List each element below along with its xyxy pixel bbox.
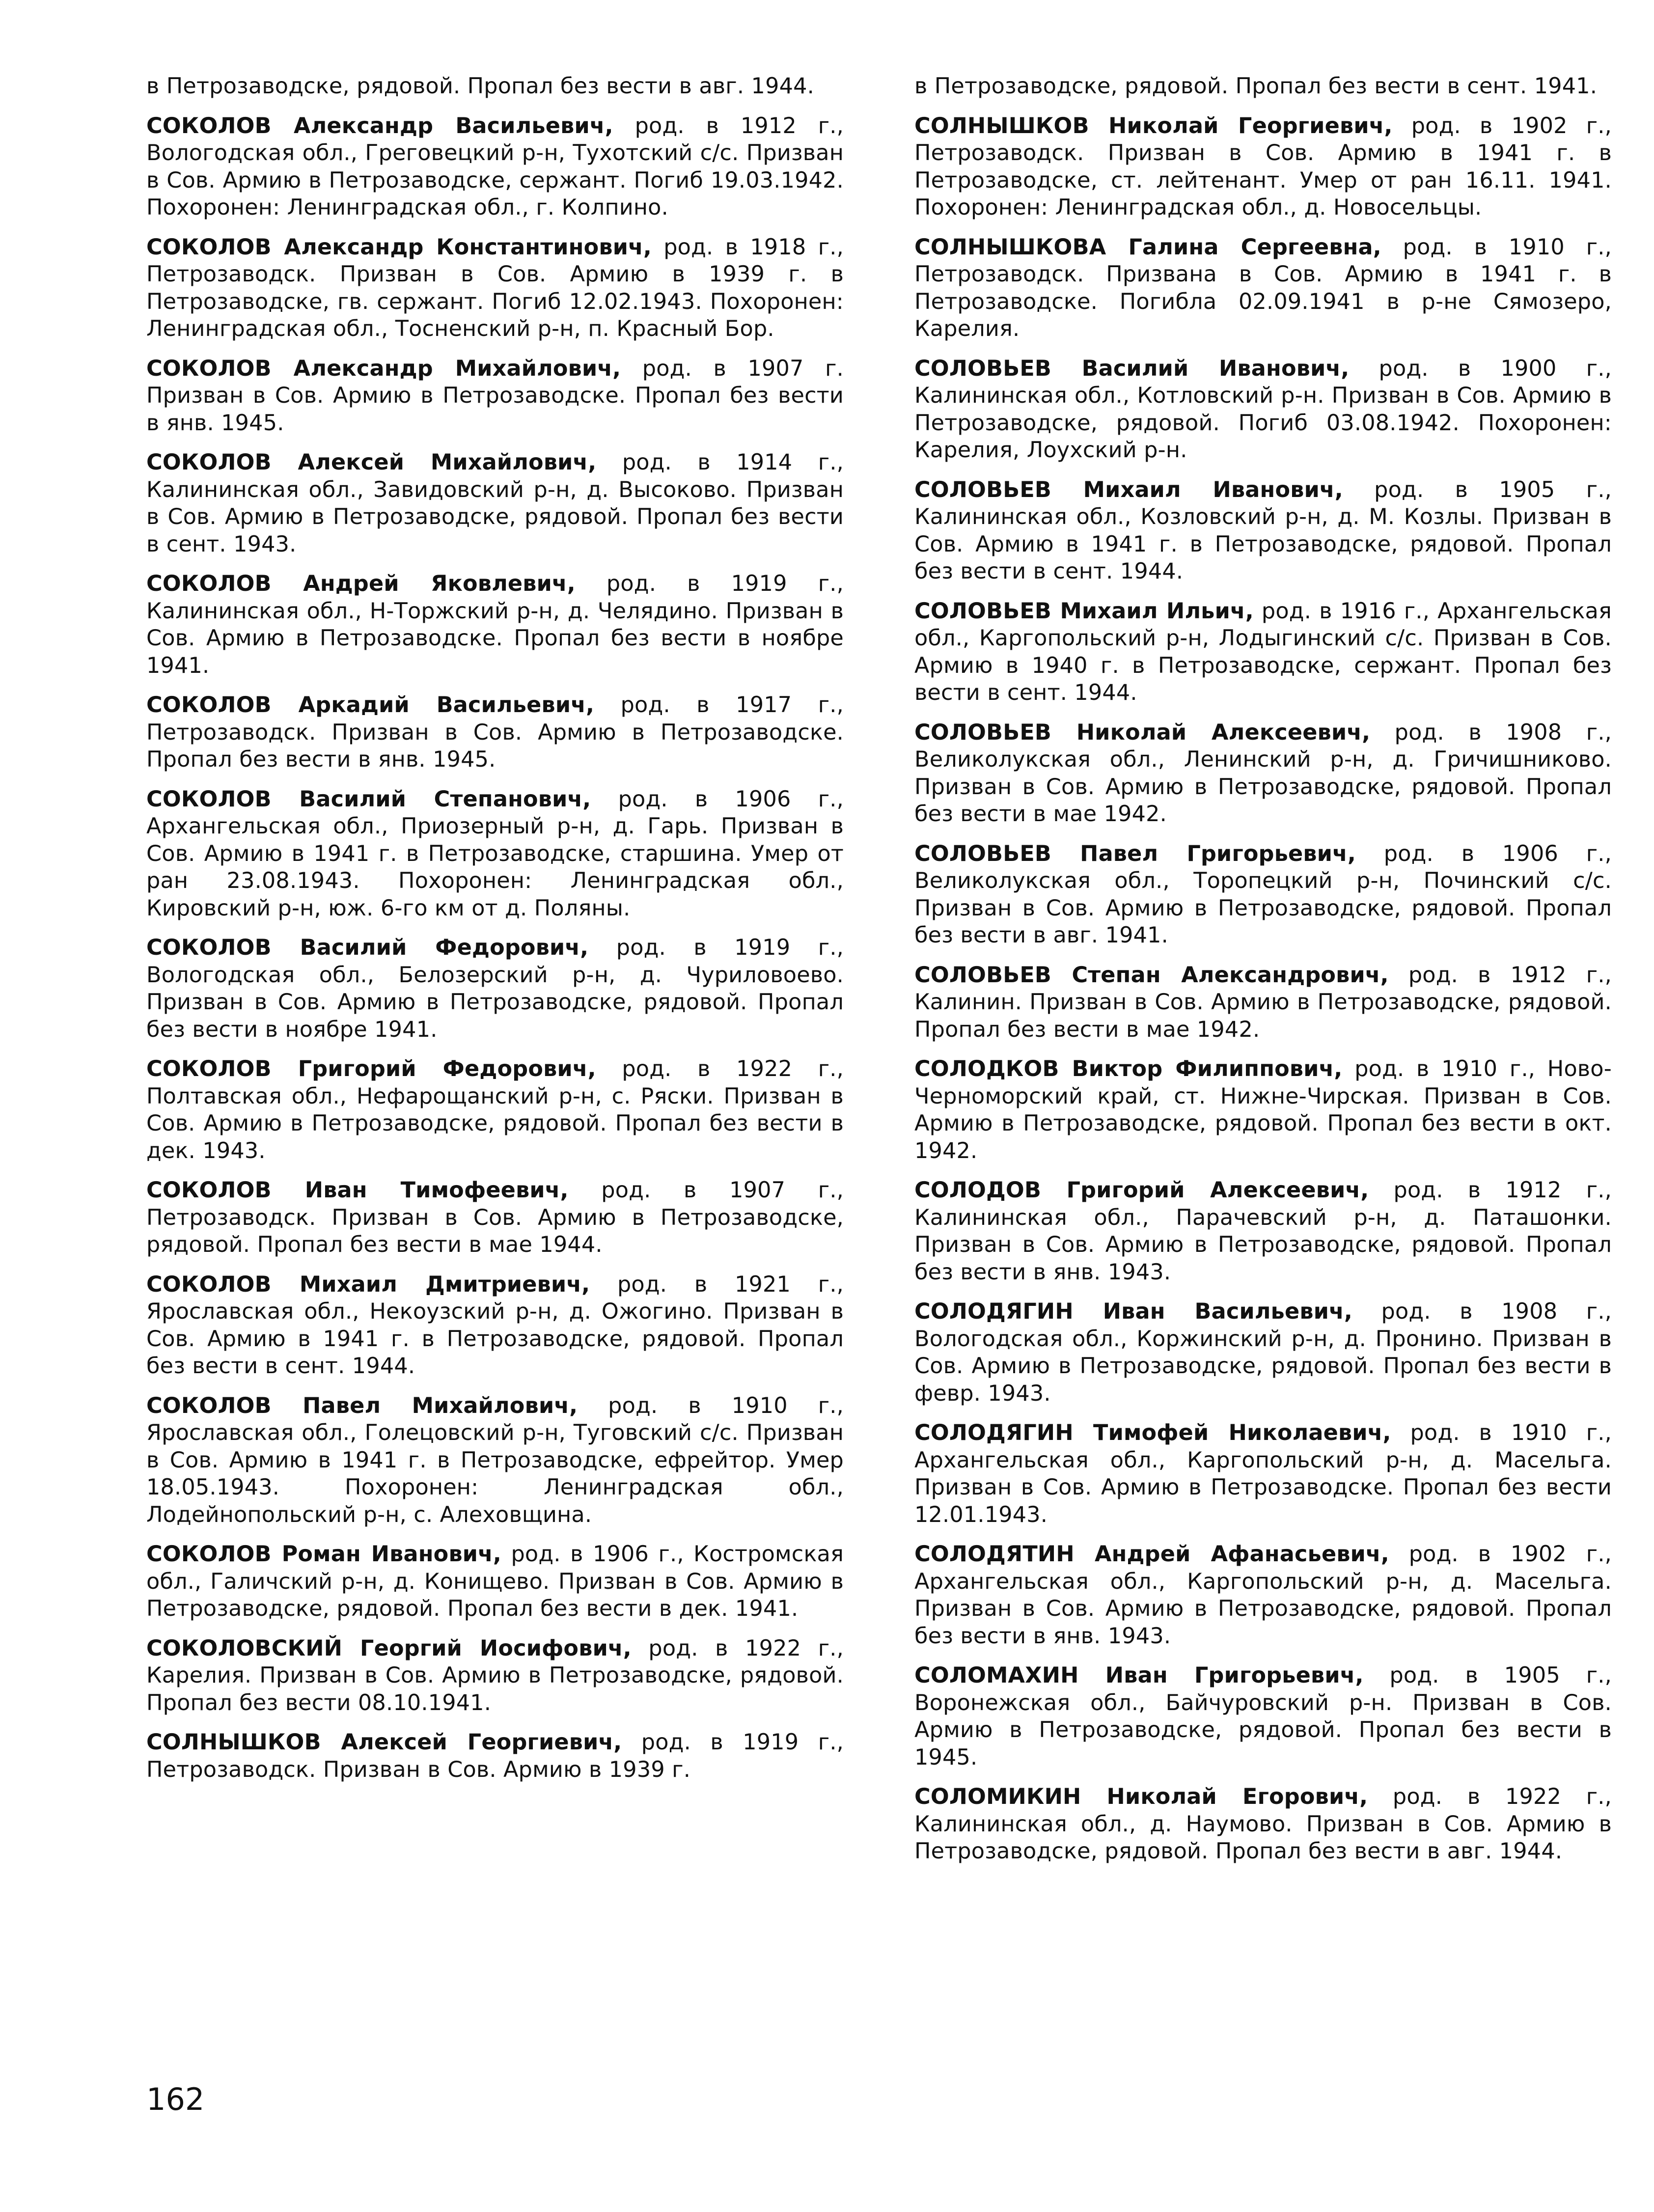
- entry: [914, 1419, 1612, 1528]
- entry-name: СОЛОВЬЕВ Михаил Ильич,: [914, 598, 1254, 624]
- entry-text: род. в 1917 г., Петрозаводск. Призван в Сов. Армию в Петрозаводске. Пропал без вести в янв. 1945.: [146, 692, 844, 772]
- entry: [914, 1298, 1612, 1407]
- entry-text: род. в 1922 г., Калининская обл., д. Наумово. Призван в Сов. Армию в Петрозаводске, рядовой. Пропал без вести в авг. 1944.: [914, 1784, 1612, 1864]
- entry-name: СОКОЛОВ Василий Федорович,: [146, 935, 589, 960]
- entry-text: род. в 1919 г., Петрозаводск. Призван в Сов. Армию в 1939 г.: [146, 1730, 844, 1782]
- entry-name: СОЛОДЯГИН Тимофей Николаевич,: [914, 1420, 1391, 1445]
- entry: [146, 1541, 844, 1623]
- entry: [914, 112, 1612, 221]
- entry: [146, 355, 844, 437]
- entry-text: род. в 1921 г., Ярославская обл., Некоузский р-н, д. Ожогино. Призван в Сов. Армию в 1941 г. в Петрозаводске, рядовой. Пропал без вести в сент. 1944.: [146, 1272, 844, 1379]
- entry-name: СОЛОВЬЕВ Николай Алексеевич,: [914, 719, 1371, 745]
- entry: [146, 1271, 844, 1380]
- entry-text: род. в 1912 г., Вологодская обл., Греговецкий р-н, Тухотский с/с. Призван в Сов. Армию в Петрозаводске, сержант. Погиб 19.03.1942. Похоронен: Ленинградская обл., г. Колпино.: [146, 113, 844, 220]
- entry-text: род. в 1905 г., Калининская обл., Козловский р-н, д. М. Козлы. Призван в Сов. Армию в 1941 г. в Петрозаводске, рядовой. Пропал без вести в сент. 1944.: [914, 477, 1612, 584]
- entry-name: СОЛОВЬЕВ Степан Александрович,: [914, 962, 1389, 988]
- entry: [914, 1541, 1612, 1650]
- entry-name: СОКОЛОВ Алексей Михайлович,: [146, 450, 597, 475]
- entry: [914, 1055, 1612, 1164]
- entry-text: род. в 1912 г., Калинин. Призван в Сов. Армию в Петрозаводске, рядовой. Пропал без вести в мае 1942.: [914, 962, 1612, 1042]
- entry: [914, 355, 1612, 464]
- entry-name: СОКОЛОВ Роман Иванович,: [146, 1542, 502, 1567]
- entry-text: род. в 1910 г., Ярославская обл., Голецовский р-н, Туговский с/с. Призван в Сов. Армию в 1941 г. в Петрозаводске, ефрейтор. Умер 18.05.1943. Похоронен: Ленинградская обл., Лодейнопольский р-н, с. Алеховщина.: [146, 1393, 844, 1527]
- entry-name: СОЛОДКОВ Виктор Филиппович,: [914, 1056, 1343, 1081]
- entry-text: род. в 1907 г., Петрозаводск. Призван в Сов. Армию в Петрозаводске, рядовой. Пропал без вести в мае 1944.: [146, 1178, 844, 1257]
- entry: [914, 1783, 1612, 1865]
- entry-text: род. в 1910 г., Петрозаводск. Призвана в Сов. Армию в 1941 г. в Петрозаводске. Погибла 02.09.1941 в р-не Сямозеро, Карелия.: [914, 234, 1612, 341]
- entry-text: род. в 1918 г., Петрозаводск. Призван в Сов. Армию в 1939 г. в Петрозаводске, гв. сержант. Погиб 12.02.1943. Похоронен: Ленинградская обл., Тосненский р-н, п. Красный Бор.: [146, 234, 844, 341]
- entry: [914, 1177, 1612, 1286]
- entry-text: род. в 1906 г., Великолукская обл., Торопецкий р-н, Починский с/с. Призван в Сов. Армию в Петрозаводске, рядовой. Пропал без вести в авг. 1941.: [914, 841, 1612, 948]
- entry-text: род. в 1922 г., Карелия. Призван в Сов. Армию в Петрозаводске, рядовой. Пропал без вести 08.10.1941.: [146, 1635, 844, 1715]
- entry-name: СОКОЛОВ Александр Константинович,: [146, 234, 652, 260]
- entry-name: СОКОЛОВ Михаил Дмитриевич,: [146, 1272, 590, 1297]
- entry-name: СОЛОМАХИН Иван Григорьевич,: [914, 1663, 1364, 1688]
- entry: [146, 449, 844, 558]
- entry-text: род. в 1922 г., Полтавская обл., Нефарощанский р-н, с. Ряски. Призван в Сов. Армию в Петрозаводске, рядовой. Пропал без вести в дек. 1943.: [146, 1056, 844, 1163]
- entry-text: род. в 1906 г., Костромская обл., Галичский р-н, д. Конищево. Призван в Сов. Армию в Петрозаводске, рядовой. Пропал без вести в дек. 1941.: [146, 1542, 844, 1621]
- entry-text: в Петрозаводске, рядовой. Пропал без вести в сент. 1941.: [914, 74, 1598, 99]
- entry: [146, 1055, 844, 1164]
- entry: [914, 476, 1612, 585]
- entry-name: СОКОЛОВ Александр Васильевич,: [146, 113, 613, 138]
- entry: [914, 962, 1612, 1044]
- entry-text: род. в 1908 г., Вологодская обл., Коржинский р-н, д. Пронино. Призван в Сов. Армию в Петрозаводске, рядовой. Пропал без вести в февр. 1943.: [914, 1299, 1612, 1406]
- entry: [914, 1662, 1612, 1771]
- entry: [914, 234, 1612, 343]
- entry: [146, 691, 844, 774]
- entry-continuation: [914, 73, 1612, 100]
- page-number: 162: [146, 2081, 205, 2117]
- entry-name: СОЛОДЯГИН Иван Васильевич,: [914, 1299, 1352, 1324]
- entry-name: СОЛОВЬЕВ Василий Иванович,: [914, 356, 1350, 381]
- entry-text: род. в 1908 г., Великолукская обл., Ленинский р-н, д. Гричишниково. Призван в Сов. Армию в Петрозаводске, рядовой. Пропал без вести в мае 1942.: [914, 719, 1612, 827]
- entry: [146, 1729, 844, 1783]
- entry: [914, 719, 1612, 828]
- entry-text: род. в 1919 г., Вологодская обл., Белозерский р-н, д. Чуриловоево. Призван в Сов. Армию в Петрозаводске, рядовой. Пропал без вести в ноябре 1941.: [146, 935, 844, 1042]
- entry-name: СОЛОВЬЕВ Михаил Иванович,: [914, 477, 1343, 502]
- entry-text: род. в 1900 г., Калининская обл., Котловский р-н. Призван в Сов. Армию в Петрозаводске, рядовой. Погиб 03.08.1942. Похоронен: Карелия, Лоухский р-н.: [914, 356, 1612, 463]
- entry-continuation: [146, 73, 844, 100]
- entry: [146, 1392, 844, 1529]
- right-column: [914, 73, 1612, 1878]
- entry-name: СОКОЛОВ Александр Михайлович,: [146, 356, 621, 381]
- entry-text: в Петрозаводске, рядовой. Пропал без вести в авг. 1944.: [146, 74, 814, 99]
- entry-text: род. в 1905 г., Воронежская обл., Байчуровский р-н. Призван в Сов. Армию в Петрозаводске, рядовой. Пропал без вести в 1945.: [914, 1663, 1612, 1770]
- entry: [914, 840, 1612, 949]
- entry-name: СОКОЛОВ Аркадий Васильевич,: [146, 692, 595, 718]
- entry-name: СОЛОДЯТИН Андрей Афанасьевич,: [914, 1542, 1389, 1567]
- entry-name: СОКОЛОВ Павел Михайлович,: [146, 1393, 578, 1418]
- entry-text: род. в 1902 г., Архангельская обл., Каргопольский р-н, д. Масельга. Призван в Сов. Армию в Петрозаводске, рядовой. Пропал без вести в янв. 1943.: [914, 1542, 1612, 1649]
- entry-text: род. в 1916 г., Архангельская обл., Каргопольский р-н, Лодыгинский с/с. Призван в Сов. Армию в 1940 г. в Петрозаводске, сержант. Пропал без вести в сент. 1944.: [914, 598, 1612, 705]
- entry: [146, 570, 844, 679]
- entry: [146, 1177, 844, 1259]
- entry-name: СОЛНЫШКОВ Николай Георгиевич,: [914, 113, 1393, 138]
- entry-text: род. в 1914 г., Калининская обл., Завидовский р-н, д. Высоково. Призван в Сов. Армию в Петрозаводске, рядовой. Пропал без вести в сент. 1943.: [146, 450, 844, 557]
- entry-name: СОКОЛОВ Василий Степанович,: [146, 786, 591, 812]
- entry: [146, 112, 844, 221]
- entry-text: род. в 1910 г., Ново-Черноморский край, ст. Нижне-Чирская. Призван в Сов. Армию в Петрозаводске, рядовой. Пропал без вести в окт. 1942.: [914, 1056, 1612, 1163]
- entry-name: СОЛОДОВ Григорий Алексеевич,: [914, 1178, 1369, 1203]
- entry: [146, 1635, 844, 1717]
- left-column: [146, 73, 844, 1796]
- entry-text: род. в 1902 г., Петрозаводск. Призван в Сов. Армию в 1941 г. в Петрозаводске, ст. лейтенант. Умер от ран 16.11. 1941. Похоронен: Ленинградская обл., д. Новосельцы.: [914, 113, 1612, 220]
- entry-name: СОЛНЫШКОВА Галина Сергеевна,: [914, 234, 1381, 260]
- entry-name: СОЛОВЬЕВ Павел Григорьевич,: [914, 841, 1356, 866]
- entry: [146, 786, 844, 922]
- entry-text: род. в 1906 г., Архангельская обл., Приозерный р-н, д. Гарь. Призван в Сов. Армию в 1941 г. в Петрозаводске, старшина. Умер от ран 23.08.1943. Похоронен: Ленинградская обл., Кировский р-н, юж. 6-го км от д. Поляны.: [146, 786, 844, 921]
- entry-text: род. в 1910 г., Архангельская обл., Каргопольский р-н, д. Масельга. Призван в Сов. Армию в Петрозаводске. Пропал без вести 12.01.1943.: [914, 1420, 1612, 1527]
- entry: [146, 234, 844, 343]
- entry-name: СОЛОМИКИН Николай Егорович,: [914, 1784, 1368, 1809]
- entry-name: СОКОЛОВ Иван Тимофеевич,: [146, 1178, 569, 1203]
- entry: [914, 598, 1612, 707]
- entry-name: СОКОЛОВ Григорий Федорович,: [146, 1056, 596, 1081]
- entry: [146, 934, 844, 1043]
- entry-text: род. в 1912 г., Калининская обл., Парачевский р-н, д. Паташонки. Призван в Сов. Армию в Петрозаводске, рядовой. Пропал без вести в янв. 1943.: [914, 1178, 1612, 1285]
- entry-text: род. в 1919 г., Калининская обл., Н-Торжский р-н, д. Челядино. Призван в Сов. Армию в Петрозаводске. Пропал без вести в ноябре 1941.: [146, 571, 844, 678]
- entry-text: род. в 1907 г. Призван в Сов. Армию в Петрозаводске. Пропал без вести в янв. 1945.: [146, 356, 844, 436]
- entry-name: СОКОЛОВСКИЙ Георгий Иосифович,: [146, 1635, 632, 1661]
- entry-name: СОЛНЫШКОВ Алексей Георгиевич,: [146, 1730, 622, 1755]
- entry-name: СОКОЛОВ Андрей Яковлевич,: [146, 571, 576, 596]
